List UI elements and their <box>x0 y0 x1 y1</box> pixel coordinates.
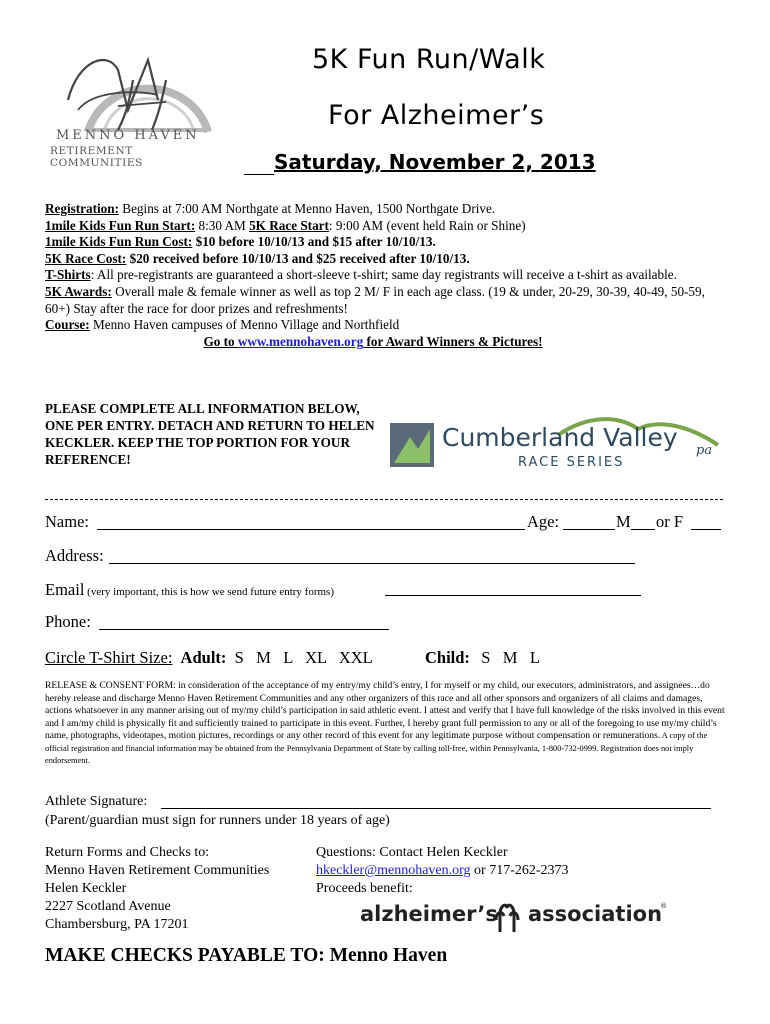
goto-line <box>21 334 725 351</box>
age-label: Age: <box>527 512 560 531</box>
signature-label: Athlete Signature: <box>45 794 148 809</box>
registration-label: Registration: <box>45 201 119 216</box>
tshirts-text: : All pre-registrants are guaranteed a short-sleeve t-shirt; same day registrants will receive a t-shirt as available. <box>90 267 677 283</box>
phone-label: Phone: <box>45 612 91 631</box>
release-consent <box>45 680 725 768</box>
email-field[interactable] <box>385 595 641 596</box>
detach-line <box>45 499 723 500</box>
race-cost-text: $20 received before 10/10/13 and $25 received after 10/10/13. <box>126 250 470 266</box>
tshirts-label: T-Shirts <box>45 267 91 283</box>
female-label: or F <box>656 512 684 531</box>
info-block <box>45 201 725 350</box>
race-cost-label: 5K Race Cost: <box>45 250 127 266</box>
course-text: Menno Haven campuses of Menno Village and Northfield <box>89 317 400 333</box>
goto-prefix: Go to <box>203 333 238 349</box>
registration-line <box>45 201 725 218</box>
proceeds-benefit: Proceeds benefit: <box>316 881 413 896</box>
signature-row <box>45 794 725 810</box>
alz-logo-right: association <box>528 902 663 926</box>
tshirts-line <box>45 267 725 284</box>
alzheimers-association-logo <box>360 898 680 938</box>
kids-cost-line <box>45 234 725 251</box>
name-label: Name: <box>45 512 89 531</box>
questions <box>316 844 569 898</box>
course-line <box>45 317 725 334</box>
contact-phone: or 717-262-2373 <box>470 863 569 878</box>
phone-field[interactable] <box>99 629 389 630</box>
registration-text: Begins at 7:00 AM Northgate at Menno Haven, 1500 Northgate Drive. <box>118 201 496 216</box>
menno-haven-logo <box>48 40 218 169</box>
event-date: Saturday, November 2, 2013 <box>274 150 596 174</box>
release-text: RELEASE & CONSENT FORM: in consideration of the acceptance of my entry/my child’s entry, I for myself or my child, our executors, administrators, and assignees…do hereby release and discharge Menno Haven Retirement Communities and any other organizers of this race and all other sponsors and organizers of all claims and damages, actions whatsoever in any manner arising out of my/my child’s participation in said athletic event. I attest and verify that I have full knowledge of the risks involved in this event and I am/my child is physically fit and sufficiently trained to participate in this event. Further, I hereby grant full permission to any or all of the foregoing to use my/my child’s name, photographs, videotapes, motion pictures, recordings or any other record of this event for any legitimate purpose without compensation or remunerations. <box>45 680 725 741</box>
address-field[interactable] <box>109 563 635 564</box>
address-row <box>45 546 725 566</box>
contact-email-link[interactable]: hkeckler@mennohaven.org <box>316 863 471 878</box>
awards-line <box>45 284 725 317</box>
race-start-text: : 9:00 AM (event held Rain or Shine) <box>328 217 526 233</box>
kids-start-label: 1mile Kids Fun Run Start: <box>45 217 196 233</box>
child-sizes[interactable]: S M L <box>473 648 540 667</box>
title-line1: 5K Fun Run/Walk <box>312 44 546 75</box>
instructions: PLEASE COMPLETE ALL INFORMATION BELOW, ONE PER ENTRY. DETACH AND RETURN TO HELEN KECKLER. KEEP THE TOP PORTION FOR YOUR REFERENCE! <box>45 401 375 467</box>
male-label: M <box>616 512 631 531</box>
return-line1: Return Forms and Checks to: <box>45 845 210 860</box>
email-label: Email <box>45 580 85 599</box>
goto-suffix: for Award Winners & Pictures! <box>363 333 543 349</box>
cumberland-valley-logo <box>388 415 728 475</box>
awards-label: 5K Awards: <box>45 283 112 299</box>
awards-text: Overall male & female winner as well as top 2 M/ F in each age class. (19 & under, 20-29, 30-39, 40-49, 50-59, 60+) Stay after the race for door prizes and refreshments! <box>45 283 705 316</box>
kids-cost-text: $10 before 10/10/13 and $15 after 10/10/13. <box>192 234 436 250</box>
adult-sizes[interactable]: S M L XL XXL <box>226 648 373 667</box>
make-checks-payable: MAKE CHECKS PAYABLE TO: Menno Haven <box>45 945 448 966</box>
questions-line1: Questions: Contact Helen Keckler <box>316 845 508 860</box>
return-line2: Menno Haven Retirement Communities <box>45 863 270 878</box>
alz-logo-left: alzheimer’s <box>360 902 498 926</box>
alz-purple-icon <box>492 900 522 934</box>
course-label: Course: <box>45 317 90 333</box>
email-row <box>45 580 725 600</box>
tshirt-row <box>45 648 725 668</box>
date-underline-lead <box>244 174 274 175</box>
alz-logo-tm: ® <box>660 902 667 910</box>
age-field[interactable] <box>563 529 615 530</box>
race-start-label: 5K Race Start <box>249 217 329 233</box>
logo-tagline: RETIREMENT COMMUNITIES <box>50 145 143 169</box>
signature-field[interactable] <box>161 808 711 809</box>
questions-contact-line <box>316 862 569 880</box>
title-line2: For Alzheimer’s <box>328 100 545 131</box>
sponsor-suffix: pa <box>696 443 713 458</box>
phone-row <box>45 612 725 632</box>
female-field[interactable] <box>691 529 721 530</box>
website-link[interactable]: www.mennohaven.org <box>237 333 364 349</box>
child-label: Child: <box>425 648 470 667</box>
tshirt-label: Circle T-Shirt Size: <box>45 648 173 667</box>
kids-start-text: 8:30 AM <box>195 217 250 233</box>
release-fine-print: A copy of the official registration and financial information may be obtained from the Pennsylvania Department of State by calling toll-free, within Pennsylvania, 1-800-732-0999. Registration does not imply endorsement. <box>45 731 708 765</box>
email-note: (very important, this is how we send future entry forms) <box>84 586 334 598</box>
logo-name: MENNO HAVEN <box>56 128 200 143</box>
adult-label: Adult: <box>180 648 227 667</box>
kids-cost-label: 1mile Kids Fun Run Cost: <box>45 234 193 250</box>
address-label: Address: <box>45 546 104 565</box>
return-line4: 2227 Scotland Avenue <box>45 899 171 914</box>
name-field[interactable] <box>97 529 525 530</box>
return-line5: Chambersburg, PA 17201 <box>45 917 189 932</box>
male-field[interactable] <box>631 529 655 530</box>
return-line3: Helen Keckler <box>45 881 127 896</box>
sponsor-series: RACE SERIES <box>518 455 625 470</box>
return-to <box>45 844 269 934</box>
race-cost-line <box>45 251 725 268</box>
name-row <box>45 512 725 532</box>
start-line <box>45 218 725 235</box>
sponsor-name: Cumberland Valley <box>442 423 678 452</box>
signature-note: (Parent/guardian must sign for runners under 18 years of age) <box>45 813 390 828</box>
